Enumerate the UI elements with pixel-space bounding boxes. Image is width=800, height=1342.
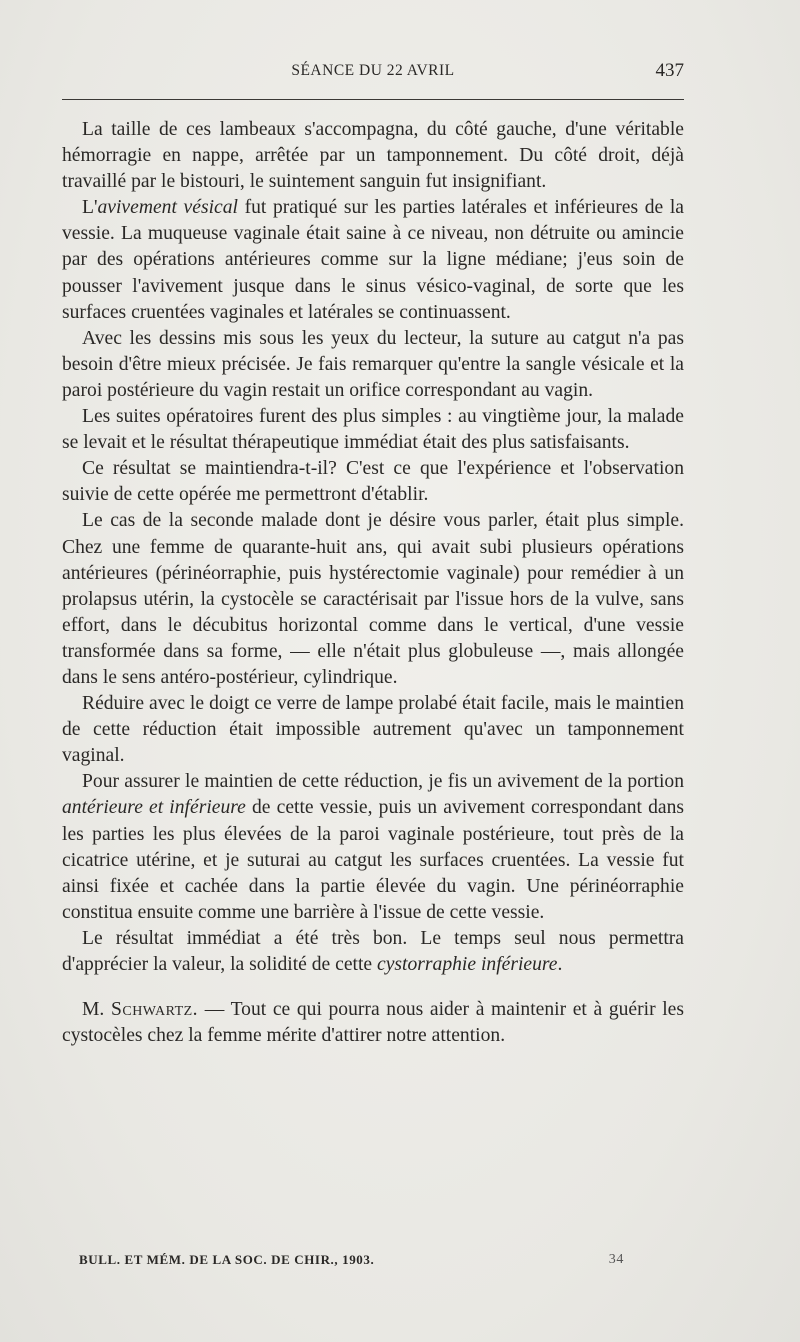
paragraph-text: de cette vessie, puis un avivement correspondant dans les parties les plus élevées de la paroi vaginale postérieure, tout près de la cicatrice utérine, et je suturai au catgut les surfaces cruentées. La vessie fut ainsi fixée et cachée dans la partie élevée du vagin. Une périnéorraphie constitua ensuite comme une barrière à l'issue de cette vessie. — [62, 797, 684, 923]
paragraph-text: L' — [82, 197, 98, 219]
paragraph-text: . — [557, 954, 563, 975]
speaker-name: Schwartz. — [110, 999, 199, 1021]
page-footer — [79, 1252, 684, 1276]
running-title: SÉANCE DU 22 AVRIL — [291, 62, 455, 79]
paragraph-text: Pour assurer le maintien de cette réduction, je fis un avivement de la portion — [82, 771, 684, 793]
paragraph: Les suites opératoires furent des plus simples : au vingtième jour, la malade se levait et le résultat thérapeutique immédiat était des plus satisfaisants. — [62, 406, 684, 454]
paragraph — [62, 926, 684, 978]
paragraph: Le cas de la seconde malade dont je désire vous parler, était plus simple. Chez une femme de quarante-huit ans, qui avait subi plusieurs opérations antérieures (périnéorraphie, puis hystérectomie vaginale) pour remédier à un prolapsus utérin, la cystocèle se caractérisait par l'issue hors de la vulve, sans effort, dans le décubitus horizontal comme dans le vertical, d'une vessie transformée dans sa forme, — elle n'était plus globuleuse —, mais allongée dans le sens antéro-postérieur, cylindrique. — [62, 510, 684, 688]
paragraph-italic: antérieure et inférieure — [62, 797, 246, 819]
page-header — [62, 62, 684, 92]
body-text — [62, 117, 684, 1049]
paragraph-text: fut pratiqué sur les parties latérales et inférieures de la vessie. La muqueuse vaginale était saine à ce niveau, non détruite ou amincie par des opérations antérieures comme sur la ligne médiane; j'eus soin de pousser l'avivement jusque dans le sinus vésico-vaginal, de sorte que les surfaces cruentées vaginales et latérales se continuassent. — [62, 197, 684, 323]
paragraph: La taille de ces lambeaux s'accompagna, du côté gauche, d'une véritable hémorragie en nappe, arrêtée par un tamponnement. Du côté droit, déjà travaillé par le bistouri, le suintement sanguin fut insignifiant. — [62, 119, 684, 193]
paragraph — [62, 195, 684, 325]
paragraph-text: Le résultat immédiat a été très bon. Le temps seul nous permettra d'apprécier la valeur, la solidité de cette — [62, 927, 684, 975]
page-number: 437 — [655, 60, 684, 81]
paragraph: Avec les dessins mis sous les yeux du lecteur, la suture au catgut n'a pas besoin d'être mieux précisée. Je fais remarquer qu'entre la sangle vésicale et la paroi postérieure du vagin restait un orifice correspondant au vagin. — [62, 327, 684, 401]
footer-citation: BULL. ET MÉM. DE LA SOC. DE CHIR., 1903. — [79, 1252, 375, 1267]
header-rule — [62, 99, 684, 100]
discussion-paragraph — [62, 997, 684, 1049]
paragraph-italic: cystorraphie inférieure — [377, 954, 558, 975]
speaker-prefix: M. — [82, 999, 105, 1021]
paragraph: Ce résultat se maintiendra-t-il? C'est ce que l'expérience et l'observation suivie de cette opérée me permettront d'établir. — [62, 458, 684, 506]
signature-mark: 34 — [608, 1252, 624, 1267]
paragraph-italic: avivement vésical — [97, 197, 238, 219]
paragraph-text: — Tout ce qui pourra nous aider à maintenir et à guérir les cystocèles chez la femme mérite d'attirer notre attention. — [62, 999, 684, 1047]
paragraph: Réduire avec le doigt ce verre de lampe prolabé était facile, mais le maintien de cette réduction était impossible autrement qu'avec un tamponnement vaginal. — [62, 693, 684, 767]
paragraph — [62, 769, 684, 926]
